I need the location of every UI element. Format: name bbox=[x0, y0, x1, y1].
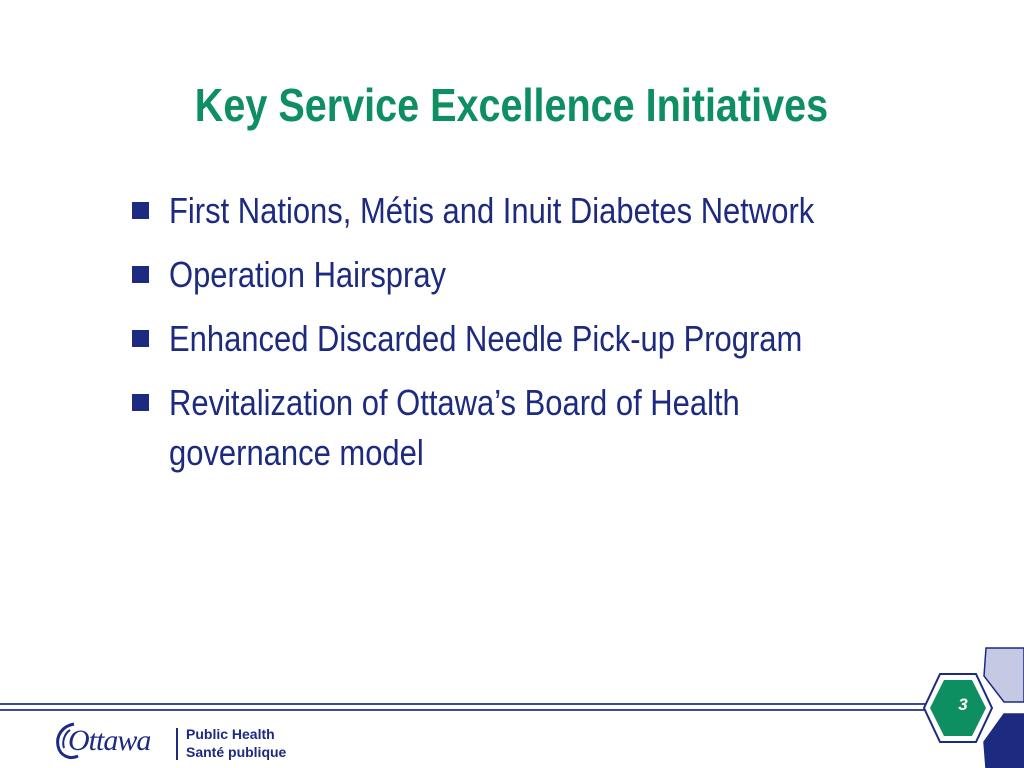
footer-divider-line bbox=[0, 703, 940, 705]
ottawa-wordmark: Ottawa bbox=[68, 724, 151, 757]
bullet-text: Revitalization of Ottawa’s Board of Health governance model bbox=[169, 382, 740, 473]
ottawa-public-health-logo bbox=[52, 718, 312, 764]
slide-title: Key Service Excellence Initiatives bbox=[194, 79, 829, 131]
hexagon-light-icon bbox=[984, 648, 1024, 702]
logo-divider bbox=[176, 728, 178, 760]
bullet-item bbox=[132, 378, 912, 478]
hexagon-dark-icon bbox=[984, 714, 1024, 768]
bullet-text: First Nations, Métis and Inuit Diabetes Network bbox=[169, 190, 815, 231]
logo-sante-publique: Santé publique bbox=[186, 744, 287, 760]
square-bullet-icon bbox=[132, 330, 149, 347]
square-bullet-icon bbox=[132, 394, 149, 411]
square-bullet-icon bbox=[132, 202, 149, 219]
bullet-list bbox=[132, 186, 912, 492]
bullet-text: Enhanced Discarded Needle Pick-up Program bbox=[169, 318, 803, 359]
bullet-item bbox=[132, 314, 912, 364]
square-bullet-icon bbox=[132, 266, 149, 283]
bullet-item bbox=[132, 250, 912, 300]
bullet-item bbox=[132, 186, 912, 236]
logo-public-health: Public Health bbox=[186, 726, 275, 742]
page-number: 3 bbox=[958, 695, 968, 714]
footer-divider-line bbox=[0, 709, 940, 711]
bullet-text: Operation Hairspray bbox=[169, 254, 447, 295]
